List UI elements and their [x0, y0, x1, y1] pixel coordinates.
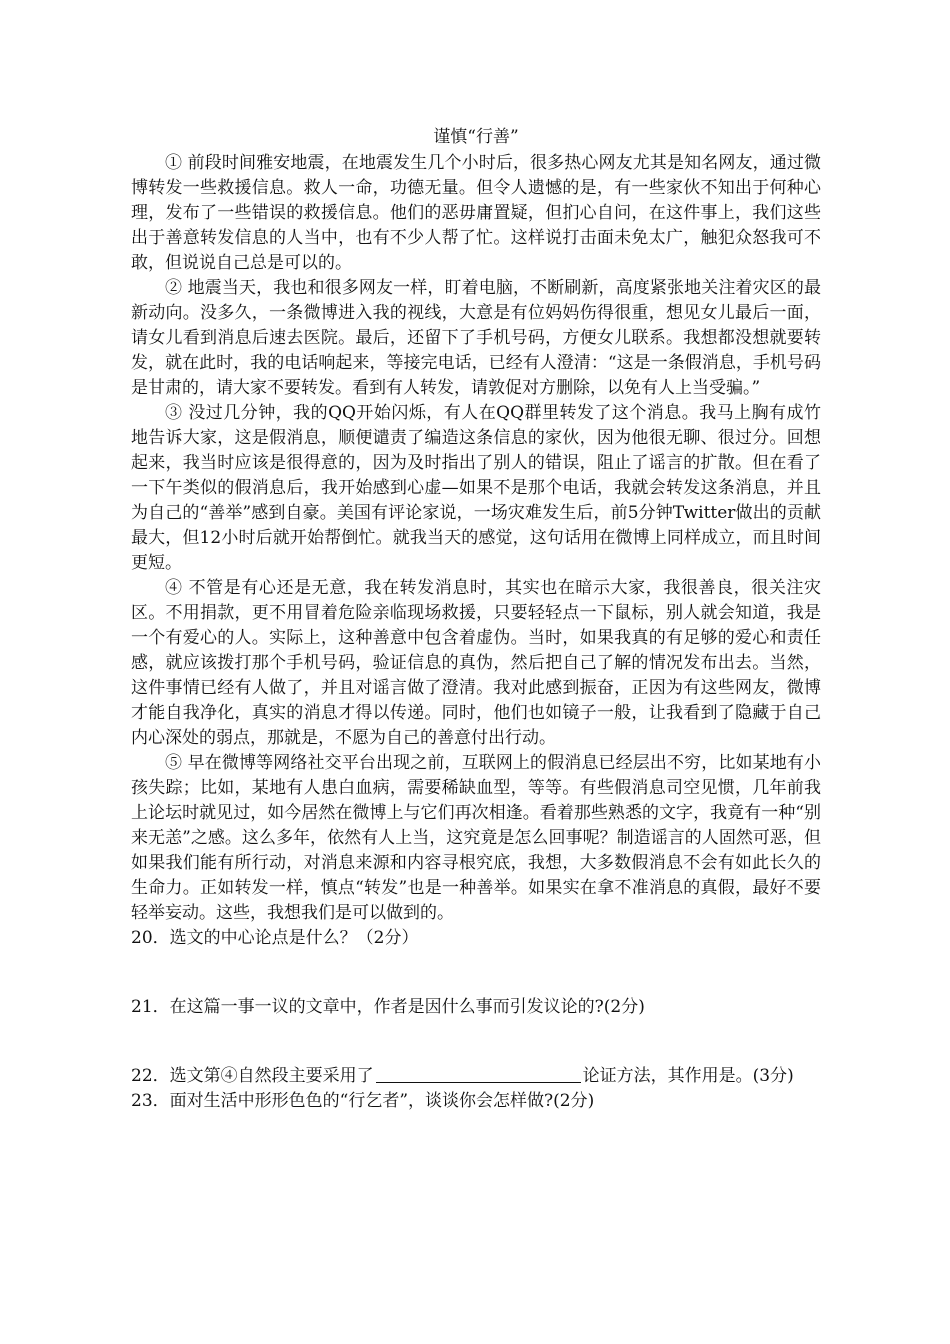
- question-22-prefix: 22．选文第④自然段主要采用了: [131, 1066, 374, 1086]
- question-21: 21．在这篇一事一议的文章中，作者是因什么事而引发议论的?(2分): [131, 997, 645, 1017]
- article-title: 谨慎“行善”: [433, 127, 519, 147]
- question-22: [131, 1064, 821, 1089]
- paragraph-2: ② 地震当天，我也和很多网友一样，盯着电脑，不断刷新，高度紧张地关注着灾区的最新动向。没多久，一条微博进入我的视线，大意是有位妈妈伤得很重，想见女儿最后一面，请女儿看到消息后速去医院。最后，还留下了手机号码，方便女儿联系。我想都没想就要转发，就在此时，我的电话响起来，等接完电话，已经有人澄清：“这是一条假消息，手机号码是甘肃的，请大家不要转发。看到有人转发，请敦促对方删除，以免有人上当受骗。”: [131, 278, 821, 398]
- paragraph-5: ⑤ 早在微博等网络社交平台出现之前，互联网上的假消息已经层出不穷，比如某地有小孩失踪；比如，某地有人患白血病，需要稀缺血型，等等。有些假消息司空见惯，几年前我上论坛时就见过，如今居然在微博上与它们再次相逢。看着那些熟悉的文字，我竟有一种“别来无恙”之感。这么多年，依然有人上当，这究竟是怎么回事呢？制造谣言的人固然可恶，但如果我们能有所行动，对消息来源和内容寻根究底，我想，大多数假消息不会有如此长久的生命力。正如转发一样，慎点“转发”也是一种善举。如果实在拿不准消息的真假，最好不要轻举妄动。这些，我想我们是可以做到的。: [131, 753, 821, 923]
- question-22-suffix: 论证方法，其作用是。(3分): [582, 1066, 794, 1086]
- answer-space-21[interactable]: [131, 1020, 821, 1064]
- exam-page: [131, 118, 821, 1114]
- paragraph-1: ① 前段时间雅安地震，在地震发生几个小时后，很多热心网友尤其是知名网友，通过微博转发一些救援信息。救人一命，功德无量。但令人遗憾的是，有一些家伙不知出于何种心理，发布了一些错误的救援信息。他们的恶毋庸置疑，但扪心自问，在这件事上，我们这些出于善意转发信息的人当中，也有不少人帮了忙。这样说打击面未免太广，触犯众怒我可不敢，但说说自己总是可以的。: [131, 153, 821, 273]
- answer-space-20[interactable]: [131, 951, 821, 995]
- paragraph-3: ③ 没过几分钟，我的QQ开始闪烁，有人在QQ群里转发了这个消息。我马上胸有成竹地告诉大家，这是假消息，顺便谴责了编造这条信息的家伙，因为他很无聊、很过分。回想起来，我当时应该是很得意的，因为及时指出了别人的错误，阻止了谣言的扩散。但在看了一下午类似的假消息后，我开始感到心虚—如果不是那个电话，我就会转发这条消息，并且为自己的“善举”感到自豪。美国有评论家说，一场灾难发生后，前5分钟Twitter做出的贡献最大，但12小时后就开始帮倒忙。就我当天的感觉，这句话用在微博上同样成立，而且时间更短。: [131, 403, 821, 573]
- paragraph-4: ④ 不管是有心还是无意，我在转发消息时，其实也在暗示大家，我很善良，很关注灾区。不用捐款，更不用冒着危险亲临现场救援，只要轻轻点一下鼠标，别人就会知道，我是一个有爱心的人。实际上，这种善意中包含着虚伪。当时，如果我真的有足够的爱心和责任感，就应该拨打那个手机号码，验证信息的真伪，然后把自己了解的情况发布出去。当然，这件事情已经有人做了，并且对谣言做了澄清。我对此感到振奋，正因为有这些网友，微博才能自我净化，真实的消息才得以传递。同时，他们也如镜子一般，让我看到了隐藏于自己内心深处的弱点，那就是，不愿为自己的善意付出行动。: [131, 578, 821, 748]
- question-23: 23．面对生活中形形色色的“行乞者”，谈谈你会怎样做?(2分): [131, 1091, 595, 1111]
- question-20: 20．选文的中心论点是什么？（2分）: [131, 928, 419, 948]
- answer-blank-22[interactable]: [376, 1064, 581, 1083]
